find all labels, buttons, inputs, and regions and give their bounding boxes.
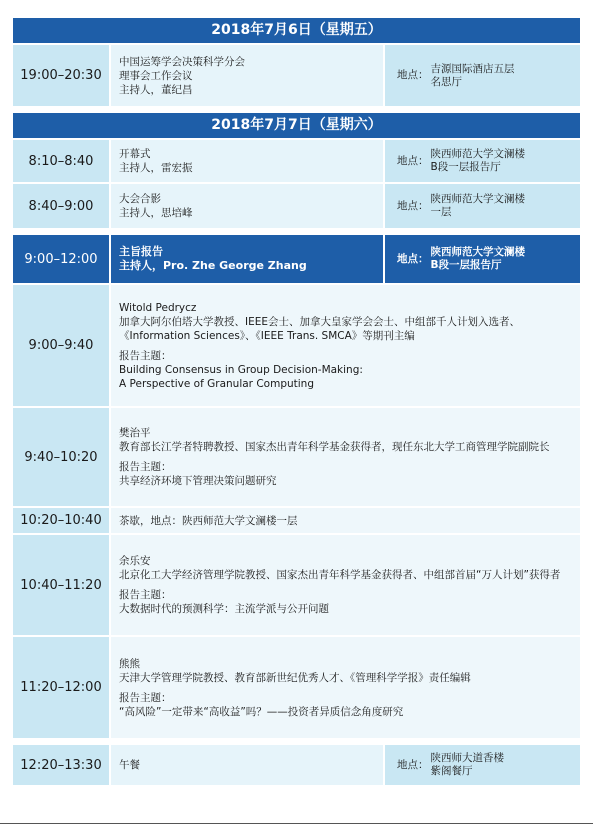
- venue-label: 地点：: [397, 154, 429, 167]
- talk-content: [111, 285, 580, 406]
- session-content: [111, 45, 383, 106]
- talk-fan-zhiping: [13, 408, 580, 508]
- session-keynote: [13, 235, 580, 285]
- date-header-day1: 2018年7月6日（星期五）: [13, 18, 580, 45]
- talk-speaker: 余乐安: [119, 555, 151, 567]
- session-venue: [383, 140, 580, 182]
- talk-topic-label: 报告主题：: [119, 589, 172, 601]
- talk-time: 9:00–9:40: [13, 285, 111, 406]
- session-subtitle: 理事会工作会议: [119, 69, 193, 82]
- session-content: [111, 140, 383, 182]
- talk-topic: “高风险”一定带来“高收益”吗？——投资者异质信念角度研究: [119, 705, 404, 718]
- session-time: 12:20–13:30: [13, 745, 111, 785]
- session-title: 大会合影: [119, 193, 161, 205]
- venue-text: 吉源国际酒店五层 名思厅: [430, 62, 515, 88]
- talk-bio: 北京化工大学经济管理学院教授、国家杰出青年科学基金获得者、中组部首届“万人计划”获得者: [119, 569, 561, 581]
- session-lunch: [13, 745, 580, 787]
- session-host: 主持人，董纪昌: [119, 83, 193, 96]
- talk-content: [111, 408, 580, 506]
- session-venue: [383, 235, 580, 283]
- bottom-divider: [0, 823, 593, 824]
- venue-label: 地点：: [397, 69, 429, 81]
- session-tea-break: [13, 508, 580, 535]
- session-group-photo: [13, 184, 580, 230]
- session-time: 9:00–12:00: [13, 235, 111, 283]
- venue-text: 陕西师范大学文澜楼 B段一层报告厅: [430, 246, 525, 271]
- talk-speaker: 熊熊: [119, 657, 140, 670]
- talk-bio: 教育部长江学者特聘教授、国家杰出青年科学基金获得者，现任东北大学工商管理学院副院长: [119, 441, 550, 453]
- venue-text: 陕西师范大学文澜楼 一层: [430, 193, 525, 218]
- session-host: 主持人，Pro. Zhe George Zhang: [119, 259, 307, 272]
- venue-text: 陕西师大道香楼 紫阁餐厅: [430, 752, 504, 777]
- session-council-meeting: [13, 45, 580, 108]
- talk-topic-label: 报告主题：: [119, 691, 172, 704]
- session-venue: [383, 745, 580, 785]
- talk-xiong-xiong: [13, 637, 580, 740]
- session-time: 8:40–9:00: [13, 184, 111, 228]
- session-host: 主持人，雷宏振: [119, 162, 193, 174]
- session-time: 19:00–20:30: [13, 45, 111, 106]
- talk-time: 9:40–10:20: [13, 408, 111, 506]
- date-header-day2: 2018年7月7日（星期六）: [13, 113, 580, 140]
- session-title: 中国运筹学会决策科学分会: [119, 55, 245, 68]
- tea-break-text: 茶歇，地点：陕西师范大学文澜楼一层: [119, 514, 298, 527]
- talk-time: 10:40–11:20: [13, 535, 111, 635]
- session-title: 开幕式: [119, 148, 151, 160]
- session-opening: [13, 140, 580, 184]
- talk-speaker: Witold Pedrycz: [119, 301, 197, 314]
- session-venue: [383, 45, 580, 106]
- session-content: [111, 745, 383, 785]
- venue-label: 地点：: [397, 252, 429, 265]
- talk-topic: 共享经济环境下管理决策问题研究: [119, 475, 277, 487]
- talk-bio: 天津大学管理学院教授、教育部新世纪优秀人才、《管理科学学报》责任编辑: [119, 671, 471, 684]
- talk-content: [111, 535, 580, 635]
- talk-topic: Building Consensus in Group Decision-Making: A Perspective of Granular Computing: [119, 363, 363, 390]
- session-venue: [383, 184, 580, 228]
- talk-topic-label: 报告主题：: [119, 349, 172, 362]
- session-content: [111, 235, 383, 283]
- talk-time: 11:20–12:00: [13, 637, 111, 738]
- venue-label: 地点：: [397, 199, 429, 212]
- schedule-page: [13, 18, 580, 787]
- venue-label: 地点：: [397, 758, 429, 771]
- session-time: 10:20–10:40: [13, 508, 111, 533]
- talk-content: [111, 637, 580, 738]
- talk-bio: 加拿大阿尔伯塔大学教授、IEEE会士、加拿大皇家学会会士、中组部千人计划入选者、《Information Sciences》、《IEEE Trans. SMCA》等期刊主编: [119, 315, 520, 342]
- talk-topic: 大数据时代的预测科学：主流学派与公开问题: [119, 603, 329, 615]
- talk-speaker: 樊治平: [119, 427, 151, 439]
- session-host: 主持人，思培峰: [119, 207, 193, 219]
- talk-topic-label: 报告主题：: [119, 461, 172, 473]
- session-title: 主旨报告: [119, 245, 163, 258]
- talk-yu-lean: [13, 535, 580, 637]
- session-content: [111, 508, 580, 533]
- lunch-text: 午餐: [119, 759, 140, 771]
- talk-pedrycz: [13, 285, 580, 408]
- session-content: [111, 184, 383, 228]
- session-time: 8:10–8:40: [13, 140, 111, 182]
- venue-text: 陕西师范大学文澜楼 B段一层报告厅: [430, 148, 525, 173]
